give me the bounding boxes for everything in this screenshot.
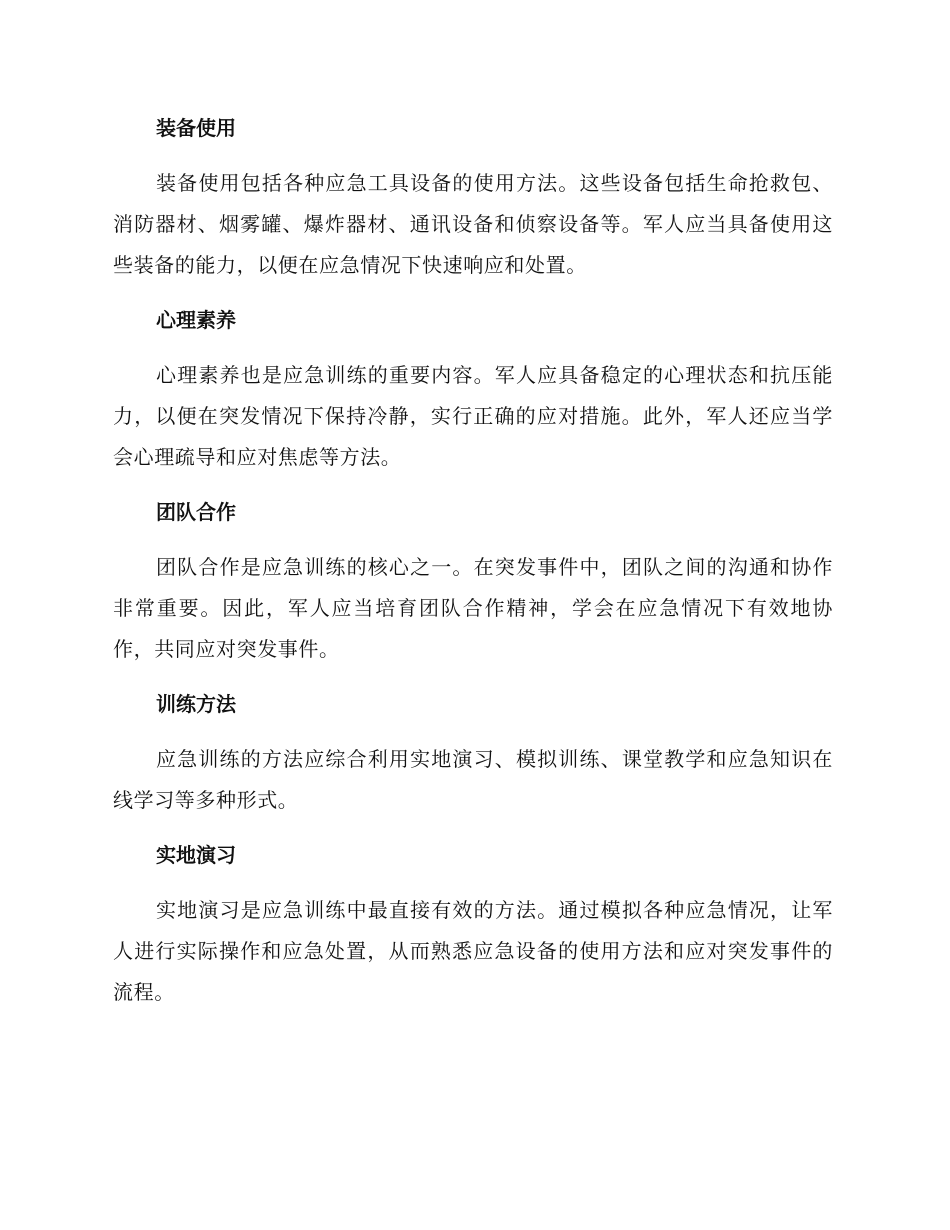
section-heading: 团队合作: [156, 500, 236, 524]
section-paragraph: 装备使用包括各种应急工具设备的使用方法。这些设备包括生命抢救包、消防器材、烟雾罐、爆炸器材、通讯设备和侦察设备等。军人应当具备使用这些装备的能力，以便在应急情况下快速响应和处置。: [113, 171, 833, 277]
section-paragraph: 团队合作是应急训练的核心之一。在突发事件中，团队之间的沟通和协作非常重要。因此，军人应当培育团队合作精神，学会在应急情况下有效地协作，共同应对突发事件。: [113, 555, 833, 661]
section-teamwork: [113, 492, 833, 670]
section-training-methods: [113, 684, 833, 821]
section-paragraph: 实地演习是应急训练中最直接有效的方法。通过模拟各种应急情况，让军人进行实际操作和应急处置，从而熟悉应急设备的使用方法和应对突发事件的流程。: [113, 898, 833, 1004]
section-paragraph: 应急训练的方法应综合利用实地演习、模拟训练、课堂教学和应急知识在线学习等多种形式。: [113, 747, 833, 812]
section-psychological-quality: [113, 300, 833, 478]
section-paragraph: 心理素养也是应急训练的重要内容。军人应具备稳定的心理状态和抗压能力，以便在突发情况下保持冷静，实行正确的应对措施。此外，军人还应当学会心理疏导和应对焦虑等方法。: [113, 363, 833, 469]
section-heading: 装备使用: [156, 116, 236, 140]
section-heading: 心理素养: [156, 308, 236, 332]
section-equipment-use: [113, 108, 833, 286]
section-heading: 实地演习: [156, 843, 236, 867]
section-field-exercise: [113, 835, 833, 1013]
document-body: [113, 108, 833, 1027]
section-heading: 训练方法: [156, 692, 236, 716]
